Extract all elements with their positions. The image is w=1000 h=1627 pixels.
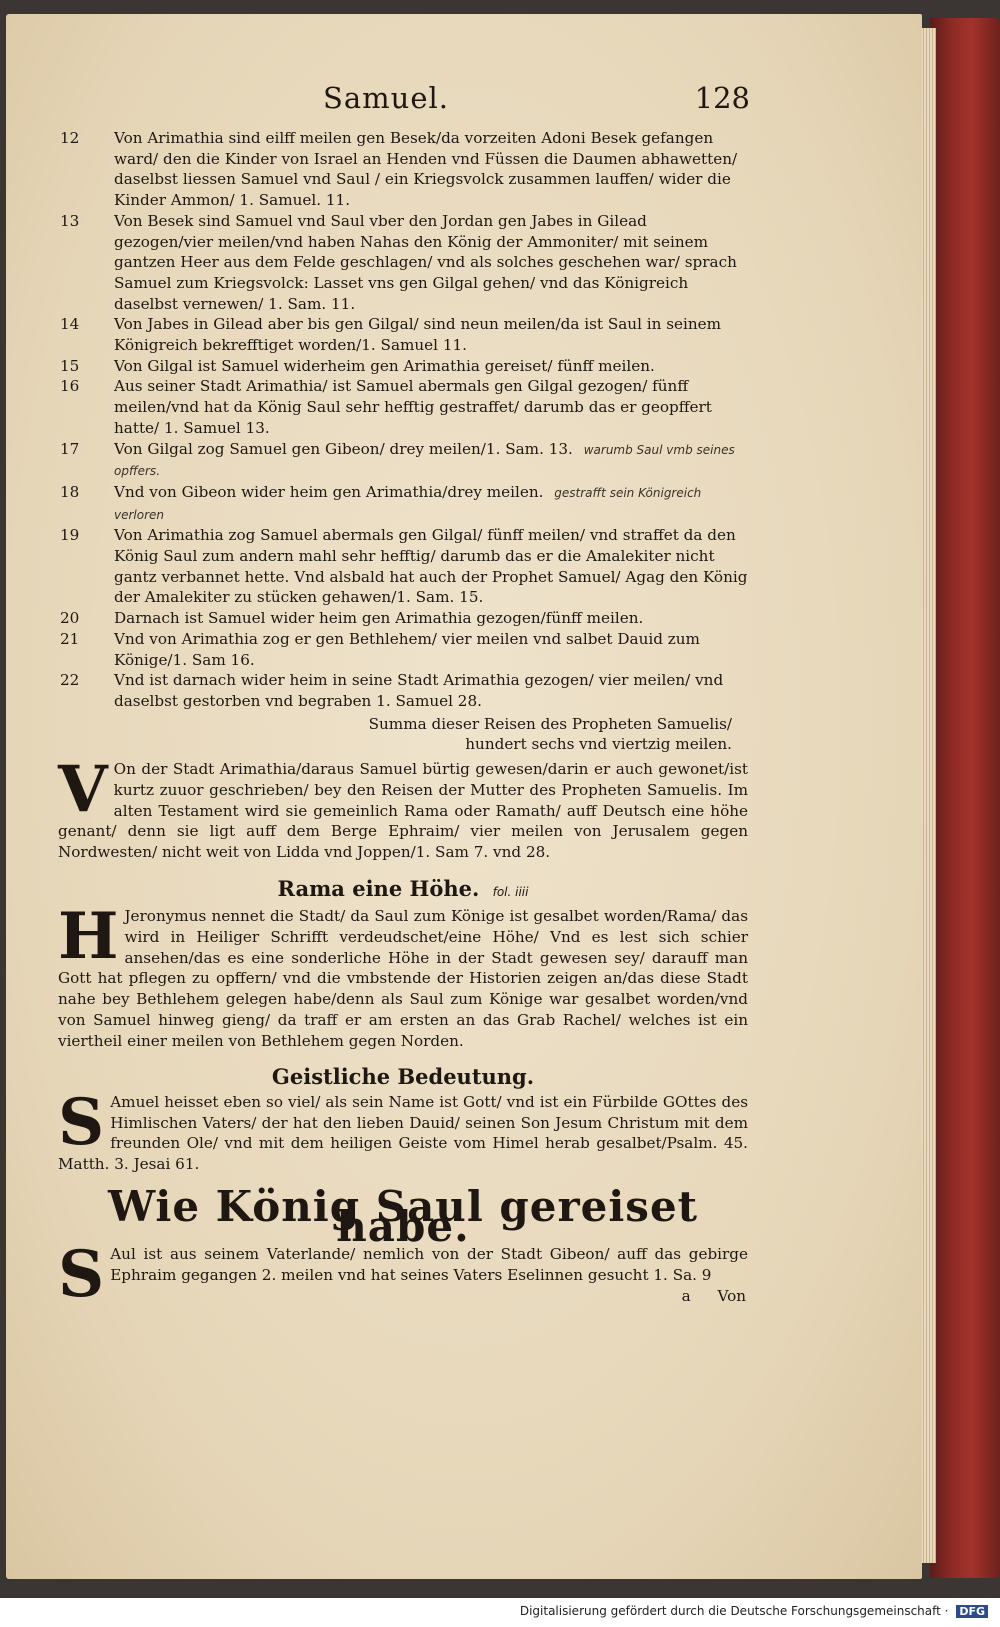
- entry-text: Vnd von Gibeon wider heim gen Arimathia/drey meilen.: [114, 482, 544, 501]
- itinerary-entry: [58, 608, 748, 629]
- entry-number: 13: [60, 211, 80, 230]
- catchword-line: [58, 1286, 748, 1307]
- paragraph-text: Amuel heisset eben so viel/ als sein Name ist Gott/ vnd ist ein Fürbilde GOttes des Himlischen Vaters/ der hat den lieben Dauid/ seinen Son Jesum Christum mit dem freunden Ole/ vnd mit dem heiligen Geiste vom Himel herab gesalbet/Psalm. 45. Matth. 3. Jesai 61.: [58, 1092, 748, 1174]
- running-title: Samuel.: [323, 81, 449, 115]
- text-block: [58, 81, 750, 1313]
- handwritten-note: gestrafft sein Königreich verloren: [114, 485, 702, 522]
- entry-text: Von Gilgal ist Samuel widerheim gen Arimathia gereiset/ fünff meilen.: [114, 356, 655, 375]
- paragraph-text: Aul ist aus seinem Vaterlande/ nemlich von der Stadt Gibeon/ auff das gebirge Ephraim gegangen 2. meilen vnd hat seines Vaters Eselinnen gesucht 1. Sa. 9: [110, 1245, 748, 1284]
- handwritten-note: warumb Saul vmb seines opffers.: [114, 442, 735, 479]
- dfg-logo: DFG: [956, 1605, 988, 1618]
- geistliche-paragraph: [58, 1084, 748, 1175]
- footer-credit: [520, 1604, 988, 1618]
- itinerary-entry: [58, 314, 748, 355]
- entry-number: 18: [60, 482, 80, 501]
- itinerary-entry: [58, 356, 748, 377]
- entry-number: 12: [60, 129, 80, 147]
- running-head: [58, 81, 750, 128]
- entry-number: 17: [60, 439, 80, 458]
- entry-number: 15: [60, 356, 80, 375]
- arimathia-paragraph: [58, 752, 748, 863]
- itinerary-entry: [58, 128, 748, 211]
- entry-number: 21: [60, 629, 80, 648]
- itinerary-list: [58, 128, 748, 712]
- heading-text: Geistliche Bedeutung.: [271, 1064, 535, 1090]
- drop-cap: H: [58, 899, 119, 975]
- handwritten-note: fol. iiii: [492, 884, 529, 899]
- itinerary-entry: [58, 670, 748, 711]
- digitization-footer: [0, 1598, 1000, 1627]
- entry-number: 20: [60, 609, 80, 628]
- paragraph-text: Jeronymus nennet die Stadt/ da Saul zum Könige ist gesalbet worden/Rama/ das wird in Heiliger Schrifft verdeudschet/eine Höhe/ Vnd es lest sich schier ansehen/das es eine sonderliche Höhe in der Stadt gewesen sey/ darauff man Gott hat pflegen zu opffern/ vnd die vmbstende der Historien zeigen an/das diese Stadt nahe bey Bethlehem gelegen habe/denn als Saul zum Könige war gesalbet worden/vnd von Samuel hinweg gieng/ da traff er am ersten an das Grab Rachel/ welches ist ein viertheil einer meilen von Bethlehem gegen Norden.: [58, 907, 748, 1050]
- entry-text: Vnd von Arimathia zog er gen Bethlehem/ vier meilen vnd salbet Dauid zum Könige/1. Sam 16.: [114, 629, 700, 669]
- entry-text: Von Arimathia zog Samuel abermals gen Gilgal/ fünff meilen/ vnd straffet da den König Saul zum andern mahl sehr hefftig/ darumb das er die Amalekiter nicht gantz verbannet hette. Vnd alsbald hat auch der Prophet Samuel/ Agag den König der Amalekiter zu stücken gehawen/1. Sam. 15.: [114, 526, 748, 607]
- section-heading-rama: [58, 875, 748, 903]
- saul-paragraph: [58, 1237, 748, 1313]
- itinerary-entry: [58, 376, 748, 438]
- signature-mark: a: [681, 1286, 691, 1305]
- entry-number: 19: [60, 526, 80, 545]
- entry-text: Aus seiner Stadt Arimathia/ ist Samuel abermals gen Gilgal gezogen/ fünff meilen/vnd hat da König Saul sehr hefftig gestraffet/ darumb das er geopffert hatte/ 1. Samuel 13.: [114, 377, 712, 437]
- entry-text: Darnach ist Samuel wider heim gen Arimathia gezogen/fünff meilen.: [114, 609, 644, 628]
- page-number: 128: [694, 81, 750, 115]
- journey-summary: [58, 714, 748, 755]
- entry-text: Von Jabes in Gilead aber bis gen Gilgal/ sind neun meilen/da ist Saul in seinem Königreich bekrefftiget worden/1. Samuel 11.: [114, 315, 722, 355]
- itinerary-entry: [58, 629, 748, 670]
- summary-line: hundert sechs vnd viertzig meilen.: [465, 735, 732, 754]
- itinerary-entry: [58, 211, 748, 315]
- itinerary-entry: [58, 439, 748, 482]
- catchword: Von: [717, 1286, 746, 1305]
- chapter-heading-saul: Wie König Saul gereiset habe.: [107, 1181, 699, 1252]
- drop-cap: S: [58, 1237, 105, 1313]
- entry-text: Vnd ist darnach wider heim in seine Stadt Arimathia gezogen/ vier meilen/ vnd daselbst gestorben vnd begraben 1. Samuel 28.: [114, 671, 724, 710]
- entry-text: Von Gilgal zog Samuel gen Gibeon/ drey meilen/1. Sam. 13.: [114, 439, 573, 458]
- entry-number: 22: [60, 671, 80, 690]
- entry-number: 14: [60, 315, 80, 334]
- section-heading-geistliche: [58, 1064, 748, 1090]
- entry-number: 16: [60, 377, 80, 396]
- heading-text: Rama eine Höhe.: [277, 875, 480, 901]
- rama-paragraph: [58, 899, 748, 1051]
- drop-cap: V: [58, 752, 108, 828]
- entry-text: Von Arimathia sind eilff meilen gen Besek/da vorzeiten Adoni Besek gefangen ward/ den die Kinder von Israel an Henden vnd Füssen die Daumen abhawetten/ daselbst liessen Samuel vnd Saul / ein Kriegsvolck zusammen lauffen/ wider die Kinder Ammon/ 1. Samuel. 11.: [114, 129, 738, 210]
- itinerary-entry: [58, 482, 748, 525]
- itinerary-entry: [58, 525, 748, 608]
- paragraph-text: On der Stadt Arimathia/daraus Samuel bürtig gewesen/darin er auch gewonet/ist kurtz zuuor geschrieben/ bey den Reisen der Mutter des Propheten Samuelis. Im alten Testament wird sie gemeinlich Rama oder Ramath/ auff Deutsch eine höhe genant/ denn sie ligt auff dem Berge Ephraim/ vier meilen von Jerusalem gegen Nordwesten/ nicht weit von Lidda vnd Joppen/1. Sam 7. vnd 28.: [58, 760, 748, 861]
- summary-line: Summa dieser Reisen des Propheten Samuelis/: [368, 714, 732, 733]
- drop-cap: S: [58, 1084, 105, 1160]
- book-cover-edge: [930, 18, 1000, 1578]
- footer-credit-text: Digitalisierung gefördert durch die Deutsche Forschungsgemeinschaft ·: [519, 1604, 949, 1618]
- entry-text: Von Besek sind Samuel vnd Saul vber den Jordan gen Jabes in Gilead gezogen/vier meilen/vnd haben Nahas den König der Ammoniter/ mit seinem gantzen Heer aus dem Felde geschlagen/ vnd als solches geschehen war/ sprach Samuel zum Kriegsvolck: Lasset vns gen Gilgal gehen/ vnd das Königreich daselbst vernewen/ 1. Sam. 11.: [114, 211, 737, 313]
